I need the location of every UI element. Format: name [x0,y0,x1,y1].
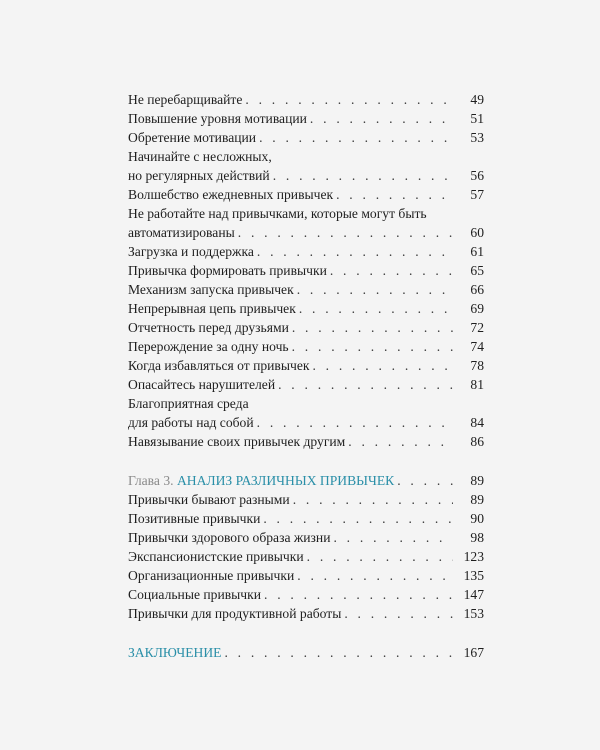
toc-entry[interactable] [128,375,484,394]
toc-entry-title: автоматизированы [128,225,235,240]
dot-leader [292,318,453,337]
toc-entry-title: Позитивные привычки [128,511,261,526]
toc-entry-page: 60 [470,225,484,240]
toc-entry-page: 123 [463,549,484,564]
toc-entry-page: 51 [470,111,484,126]
dot-leader [344,604,453,623]
toc-entry-page: 135 [463,568,484,583]
toc-entry[interactable] [128,509,484,528]
toc-entry-page: 56 [470,168,484,183]
toc-entry-title: Когда избавляться от привычек [128,358,310,373]
dot-leader [299,299,453,318]
toc-entry-page: 65 [470,263,484,278]
toc-entry-title: Социальные привычки [128,587,262,602]
dot-leader [278,375,453,394]
dot-leader [297,280,453,299]
dot-leader [264,585,453,604]
toc-entry[interactable] [128,166,484,185]
toc-entry-title: Опасайтесь нарушителей [128,377,276,392]
toc-entry[interactable] [128,585,484,604]
toc-entry-title: для работы над собой [128,415,254,430]
toc-entry-page: 90 [470,511,484,526]
section-gap [128,623,484,643]
table-of-contents [128,90,484,662]
dot-leader [333,528,453,547]
dot-leader [397,471,453,490]
toc-entry[interactable] [128,242,484,261]
toc-entry[interactable] [128,223,484,242]
chapter-heading-text [128,471,394,490]
toc-entry-page: 147 [463,587,484,602]
toc-entry[interactable] [128,280,484,299]
toc-entry-page: 98 [470,530,484,545]
toc-entry[interactable] [128,566,484,585]
toc-entry-page: 57 [470,187,484,202]
toc-entry[interactable] [128,528,484,547]
dot-leader [257,242,453,261]
dot-leader [297,566,453,585]
toc-entry-page: 167 [463,645,484,660]
toc-entry[interactable] [128,432,484,451]
dot-leader [293,490,453,509]
toc-entry-page: 53 [470,130,484,145]
toc-entry-title: Перерождение за одну ночь [128,339,289,354]
dot-leader [273,166,453,185]
toc-entry-title: Организационные привычки [128,568,295,583]
toc-entry[interactable] [128,490,484,509]
dot-leader [292,337,453,356]
toc-entry-title: Привычки здорового образа жизни [128,530,331,545]
toc-entry[interactable] [128,185,484,204]
dot-leader [312,356,453,375]
toc-entry-title: Не перебарщивайте [128,92,243,107]
toc-entry-page: 74 [470,339,484,354]
toc-entry-page: 89 [470,473,484,488]
dot-leader [348,432,453,451]
dot-leader [336,185,453,204]
toc-entry[interactable] [128,413,484,432]
toc-entry[interactable] [128,604,484,623]
chapter-title: АНАЛИЗ РАЗЛИЧНЫХ ПРИВЫЧЕК [176,473,395,488]
toc-entry-title: Повышение уровня мотивации [128,111,307,126]
toc-entry[interactable] [128,90,484,109]
toc-entry[interactable] [128,261,484,280]
toc-entry-page: 153 [463,606,484,621]
toc-entry-page: 78 [470,358,484,373]
toc-entry-page: 61 [470,244,484,259]
toc-entry-page: 49 [470,92,484,107]
toc-entry-title: Механизм запуска привычек [128,282,294,297]
dot-leader [310,109,453,128]
chapter-label: Глава 3. [128,473,174,488]
dot-leader [224,643,453,662]
toc-entry[interactable] [128,356,484,375]
toc-entry-title: Отчетность перед друзьями [128,320,289,335]
toc-entry-page: 86 [470,434,484,449]
toc-entry-title: Непрерывная цепь привычек [128,301,296,316]
toc-entry-title: Привычки для продуктивной работы [128,606,342,621]
toc-entry-title: Загрузка и поддержка [128,244,254,259]
dot-leader [307,547,453,566]
dot-leader [330,261,453,280]
toc-entry-title: но регулярных действий [128,168,270,183]
toc-entry-line[interactable]: Начинайте с несложных, [128,149,272,164]
toc-entry-title: Привычка формировать привычки [128,263,327,278]
toc-entry-page: 84 [470,415,484,430]
dot-leader [245,90,453,109]
conclusion-title: ЗАКЛЮЧЕНИЕ [128,645,222,660]
toc-entry-title: Экспансионистские привычки [128,549,304,564]
toc-entry[interactable] [128,318,484,337]
toc-entry-title: Привычки бывают разными [128,492,290,507]
toc-entry-title: Обретение мотивации [128,130,257,145]
toc-entry[interactable] [128,299,484,318]
toc-entry-page: 81 [470,377,484,392]
toc-entry-page: 89 [470,492,484,507]
toc-entry-title: Волшебство ежедневных привычек [128,187,334,202]
toc-entry-page: 72 [470,320,484,335]
dot-leader [263,509,453,528]
toc-entry[interactable] [128,547,484,566]
section-gap [128,451,484,471]
toc-entry-title: Навязывание своих привычек другим [128,434,346,449]
toc-entry-line[interactable]: Не работайте над привычками, которые могут быть [128,206,427,221]
dot-leader [257,413,453,432]
toc-chapter-heading[interactable] [128,471,484,490]
toc-entry[interactable] [128,337,484,356]
toc-entry[interactable] [128,128,484,147]
toc-entry-page: 69 [470,301,484,316]
toc-entry-line[interactable]: Благоприятная среда [128,396,249,411]
toc-conclusion[interactable] [128,643,484,662]
toc-entry-page: 66 [470,282,484,297]
dot-leader [238,223,453,242]
toc-entry[interactable] [128,109,484,128]
dot-leader [259,128,453,147]
